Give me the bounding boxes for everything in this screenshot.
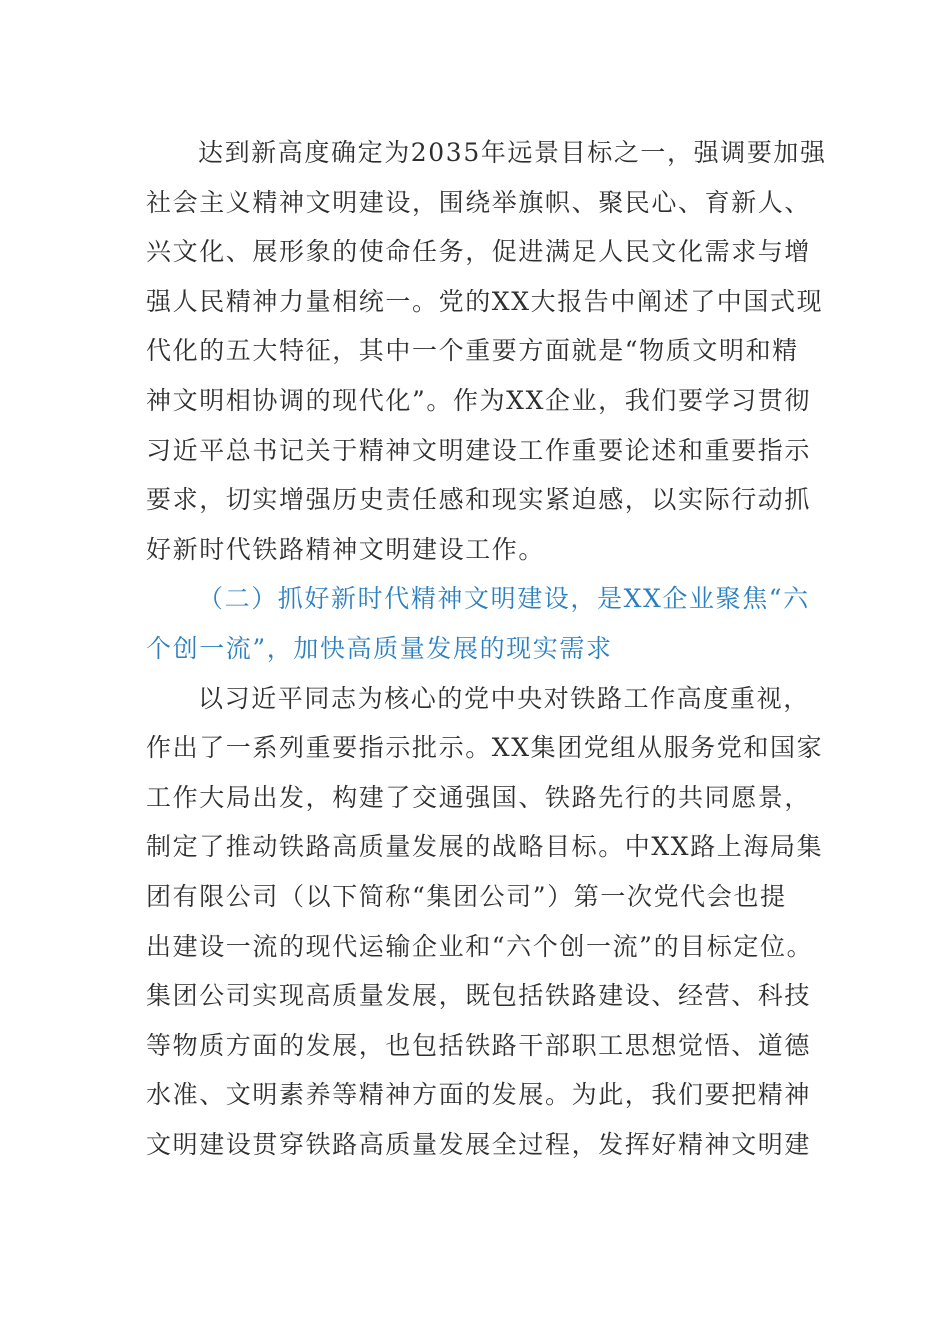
paragraph-line: 等物质方面的发展，也包括铁路干部职工思想觉悟、道德	[146, 1030, 812, 1060]
paragraph-line: 制定了推动铁路高质量发展的战略目标。中XX路上海局集	[146, 832, 824, 862]
paragraph-line: 水准、文明素养等精神方面的发展。为此，我们要把精神	[146, 1080, 812, 1110]
paragraph-line: 工作大局出发，构建了交通强国、铁路先行的共同愿景，	[146, 782, 812, 812]
paragraph-line: 强人民精神力量相统一。党的XX大报告中阐述了中国式现	[146, 286, 824, 316]
paragraph-line: 作出了一系列重要指示批示。XX集团党组从服务党和国家	[146, 733, 824, 763]
paragraph-line: 以习近平同志为核心的党中央对铁路工作高度重视，	[198, 683, 810, 713]
paragraph-2	[146, 674, 824, 1170]
document-body	[146, 128, 827, 1169]
paragraph-line: 好新时代铁路精神文明建设工作。	[146, 534, 546, 564]
section-heading	[146, 574, 810, 673]
heading-line: （二）抓好新时代精神文明建设，是XX企业聚焦“六	[198, 584, 810, 614]
paragraph-line: 神文明相协调的现代化”。作为XX企业，我们要学习贯彻	[146, 385, 811, 415]
heading-line: 个创一流”，加快高质量发展的现实需求	[146, 633, 613, 663]
paragraph-line: 团有限公司（以下简称“集团公司”）第一次党代会也提	[146, 881, 787, 911]
paragraph-line: 代化的五大特征，其中一个重要方面就是“物质文明和精	[146, 336, 799, 366]
paragraph-line: 达到新高度确定为2035年远景目标之一，强调要加强	[198, 138, 827, 167]
paragraph-line: 文明建设贯穿铁路高质量发展全过程，发挥好精神文明建	[146, 1129, 812, 1159]
paragraph-line: 要求，切实增强历史责任感和现实紧迫感，以实际行动抓	[146, 485, 812, 515]
paragraph-line: 习近平总书记关于精神文明建设工作重要论述和重要指示	[146, 435, 812, 465]
paragraph-line: 出建设一流的现代运输企业和“六个创一流”的目标定位。	[146, 931, 814, 961]
paragraph-line: 兴文化、展形象的使命任务，促进满足人民文化需求与增	[146, 237, 812, 267]
paragraph-line: 集团公司实现高质量发展，既包括铁路建设、经营、科技	[146, 981, 812, 1011]
paragraph-line: 社会主义精神文明建设，围绕举旗帜、聚民心、育新人、	[146, 187, 812, 217]
paragraph-1	[146, 128, 827, 574]
